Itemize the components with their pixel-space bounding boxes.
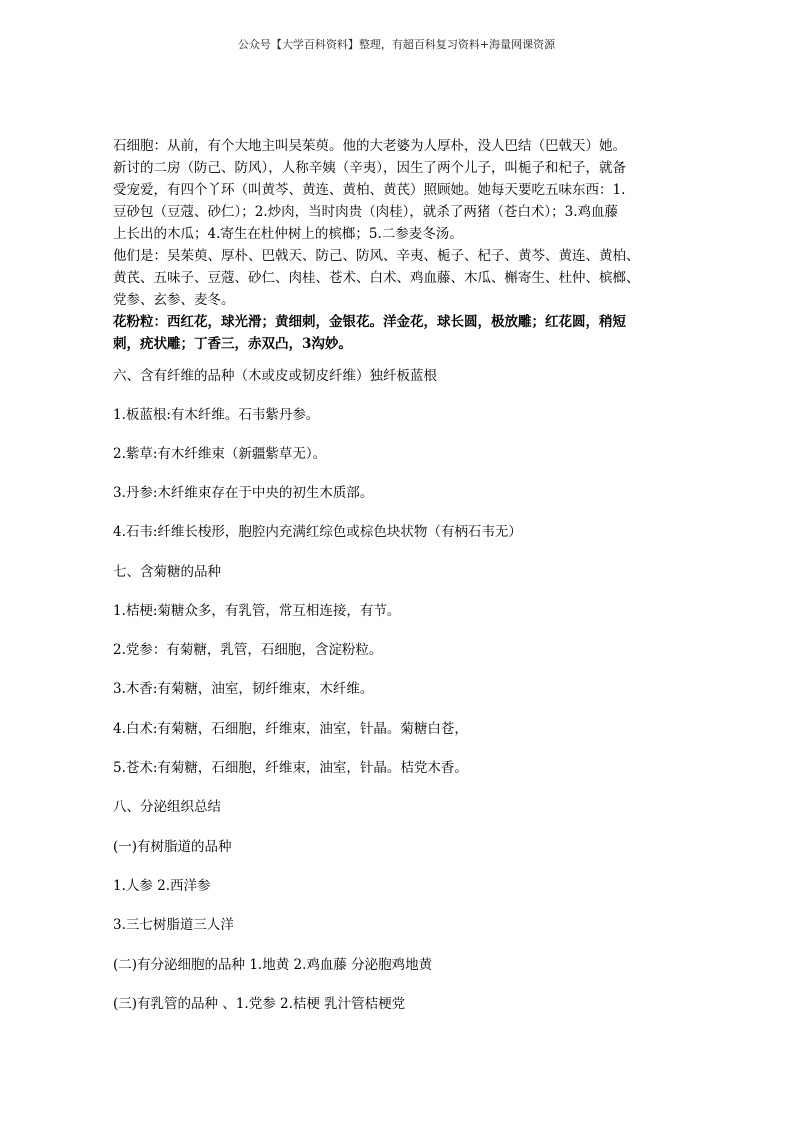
section-heading: 七、含菊糖的品种	[113, 564, 221, 580]
list-item: 1.板蓝根:有木纤维。石韦紫丹参。	[113, 407, 320, 423]
text-line: 豆砂包（豆蔻、砂仁）；2.炒肉，当时肉贵（肉桂），就杀了两猪（苍白术）；3.鸡血藤	[113, 204, 619, 220]
text-line: 新讨的二房（防己、防风），人称辛姨（辛夷），因生了两个儿子，叫栀子和杞子，就备	[113, 160, 626, 176]
list-item: 2.紫草:有木纤维束（新疆紫草无）。	[113, 446, 327, 462]
bold-text-line: 刺，疣状雕；丁香三，赤双凸，3沟妙。	[113, 336, 352, 352]
text-line: 他们是：吴茱萸、厚朴、巴戟天、防己、防风、辛夷、栀子、杞子、黄芩、黄连、黄柏、	[113, 248, 640, 264]
list-item: 4.白术:有菊糖，石细胞，纤维束，油室，针晶。菊糖白苍，	[113, 721, 468, 737]
list-item: 3.丹参:木纤维束存在于中央的初生木质部。	[113, 485, 374, 501]
section-heading: 六、含有纤维的品种（木或皮或韧皮纤维）独纤板蓝根	[113, 368, 437, 384]
text-line: 受宠爱，有四个丫环（叫黄芩、黄连、黄柏、黄芪）照顾她。她每天要吃五味东西：1.	[113, 182, 626, 198]
list-item: 2.党参：有菊糖，乳管，石细胞，含淀粉粒。	[113, 642, 383, 658]
section-heading: 八、分泌组织总结	[113, 799, 221, 815]
list-item: 1.人参 2.西洋参	[113, 878, 211, 894]
bold-text-line: 花粉粒：西红花，球光滑；黄细刺，金银花。洋金花，球长圆，极放雕；红花圆，稍短	[113, 314, 626, 330]
list-item: 3.三七树脂道三人洋	[113, 917, 234, 933]
text-line: 党参、玄参、麦冬。	[113, 292, 235, 308]
body-paragraph	[113, 135, 653, 355]
subsection-heading: (二)有分泌细胞的品种 1.地黄 2.鸡血藤 分泌胞鸡地黄	[113, 957, 433, 973]
subsection-heading: (一)有树脂道的品种	[113, 839, 232, 855]
list-item: 5.苍术:有菊糖，石细胞，纤维束，油室，针晶。桔党木香。	[113, 760, 468, 776]
page-header: 公众号【大学百科资料】整理，有超百科复习资料+海量网课资源	[237, 38, 556, 51]
subsection-heading: (三)有乳管的品种 、1.党参 2.桔梗 乳汁管桔梗党	[113, 996, 406, 1012]
text-line: 上长出的木瓜；4.寄生在杜仲树上的槟榔；5.二参麦冬汤。	[113, 226, 463, 242]
list-item: 4.石韦:纤维长梭形，胞腔内充满红综色或棕色块状物（有柄石韦无）	[113, 524, 522, 540]
text-line: 黄芪、五味子、豆蔻、砂仁、肉桂、苍术、白术、鸡血藤、木瓜、槲寄生、杜仲、槟榔、	[113, 270, 640, 286]
text-line: 石细胞：从前，有个大地主叫吴茱萸。他的大老婆为人厚朴，没人巴结（巴戟天）她。	[113, 138, 626, 154]
list-item: 3.木香:有菊糖，油室，韧纤维束，木纤维。	[113, 681, 374, 697]
list-item: 1.桔梗:菊糖众多，有乳管，常互相连接，有节。	[113, 603, 401, 619]
